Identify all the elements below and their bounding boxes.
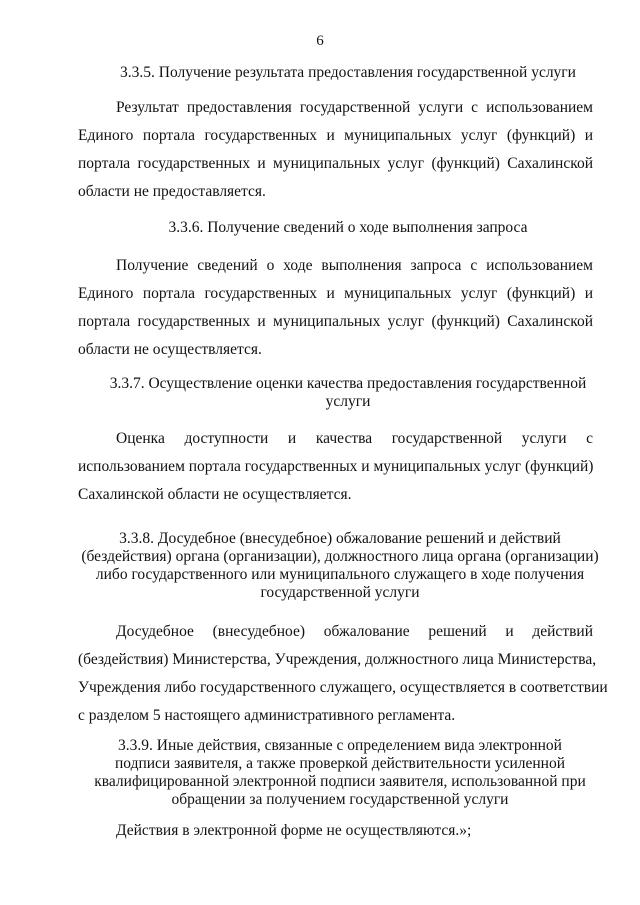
paragraph-line: с разделом 5 настоящего административного регламента. <box>78 707 456 724</box>
section-paragraph-3-3-6 <box>78 252 593 364</box>
paragraph-line: Действия в электронной форме не осуществляются.»; <box>116 822 472 839</box>
heading-line: обращении за получением государственной услуги <box>171 791 509 808</box>
heading-line: 3.3.9. Иные действия, связанные с определением вида электронной <box>118 737 562 754</box>
page-number: 6 <box>316 33 324 49</box>
paragraph-line: Оценка доступности и качества государственной услуги с <box>116 430 593 447</box>
section-heading-3-3-6: 3.3.6. Получение сведений о ходе выполнения запроса <box>168 219 528 236</box>
heading-line: квалифицированной электронной подписи заявителя, использованной при <box>94 773 586 790</box>
paragraph-line: Досудебное (внесудебное) обжалование решений и действий <box>116 623 593 640</box>
paragraph-line: Учреждения либо государственного служащего, осуществляется в соответствии <box>78 679 608 696</box>
section-paragraph-3-3-5 <box>78 94 593 206</box>
section-paragraph-3-3-8 <box>78 618 608 730</box>
paragraph-line: (бездействия) Министерства, Учреждения, должностного лица Министерства, <box>78 651 597 668</box>
paragraph-line: Единого портала государственных и муниципальных услуг (функций) и <box>78 285 593 302</box>
heading-line: подписи заявителя, а также проверкой действительности усиленной <box>114 755 566 772</box>
section-heading-3-3-5: 3.3.5. Получение результата предоставления государственной услуги <box>120 64 576 81</box>
paragraph-line: Сахалинской области не осуществляется. <box>78 486 352 503</box>
heading-line: либо государственного или муниципального служащего в ходе получения <box>95 566 585 583</box>
paragraph-line: области не осуществляется. <box>78 341 262 358</box>
heading-line: государственной услуги <box>260 584 420 601</box>
section-heading-3-3-8 <box>75 530 605 602</box>
paragraph-line: области не предоставляется. <box>78 183 266 200</box>
heading-line: 3.3.7. Осуществление оценки качества предоставления государственной <box>109 375 587 392</box>
paragraph-line: Результат предоставления государственной услуги с использованием <box>116 99 593 116</box>
heading-line: услуги <box>325 393 371 410</box>
paragraph-line: Получение сведений о ходе выполнения запроса с использованием <box>116 257 593 274</box>
section-heading-3-3-7 <box>88 375 608 411</box>
paragraph-line: портала государственных и муниципальных услуг (функций) Сахалинской <box>78 155 593 172</box>
heading-line: 3.3.8. Досудебное (внесудебное) обжалование решений и действий <box>119 530 561 547</box>
paragraph-line: Единого портала государственных и муниципальных услуг (функций) и <box>78 127 593 144</box>
paragraph-line: использованием портала государственных и муниципальных услуг (функций) <box>78 458 594 475</box>
section-heading-3-3-9 <box>80 737 600 809</box>
paragraph-line: портала государственных и муниципальных услуг (функций) Сахалинской <box>78 313 593 330</box>
section-paragraph-3-3-7 <box>78 425 593 509</box>
section-paragraph-3-3-9 <box>78 817 593 845</box>
heading-line: (бездействия) органа (организации), должностного лица органа (организации) <box>81 548 599 565</box>
